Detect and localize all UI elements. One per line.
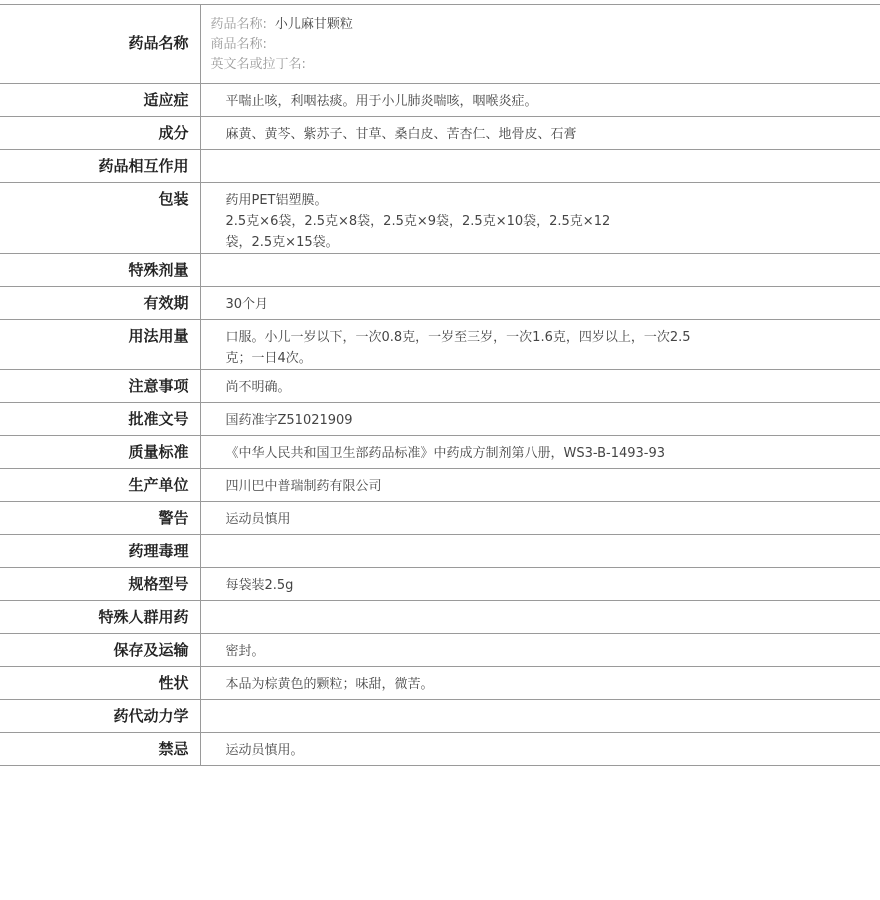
value-line: 每袋装2.5g bbox=[225, 578, 294, 593]
product-name-cell bbox=[200, 5, 880, 84]
row-label: 保存及运输 bbox=[0, 634, 200, 667]
row-value bbox=[200, 117, 880, 150]
value-line: 麻黄、黄芩、紫苏子、甘草、桑白皮、苦杏仁、地骨皮、石膏 bbox=[225, 127, 577, 142]
row-label: 药品名称 bbox=[0, 5, 200, 84]
table-row bbox=[0, 601, 880, 634]
row-value bbox=[200, 183, 880, 254]
value-line: 平喘止咳，利咽祛痰。用于小儿肺炎喘咳，咽喉炎症。 bbox=[225, 94, 538, 109]
table-row bbox=[0, 84, 880, 117]
row-value bbox=[200, 469, 880, 502]
table-row bbox=[0, 254, 880, 287]
row-label: 特殊人群用药 bbox=[0, 601, 200, 634]
drug-name-line bbox=[211, 15, 869, 35]
table-row bbox=[0, 117, 880, 150]
row-label: 质量标准 bbox=[0, 436, 200, 469]
value-line: 袋，2.5克×15袋。 bbox=[225, 235, 339, 250]
value-line: 克；一日4次。 bbox=[225, 351, 312, 366]
row-label: 用法用量 bbox=[0, 320, 200, 370]
table-row bbox=[0, 287, 880, 320]
table-row bbox=[0, 370, 880, 403]
row-label: 药理毒理 bbox=[0, 535, 200, 568]
row-value bbox=[200, 436, 880, 469]
row-label: 性状 bbox=[0, 667, 200, 700]
row-label: 特殊剂量 bbox=[0, 254, 200, 287]
value-line: 国药准字Z51021909 bbox=[225, 413, 353, 428]
value-line: 运动员慎用。 bbox=[225, 743, 304, 758]
table-row bbox=[0, 733, 880, 766]
row-value bbox=[200, 502, 880, 535]
row-label: 成分 bbox=[0, 117, 200, 150]
row-label: 禁忌 bbox=[0, 733, 200, 766]
table-row bbox=[0, 150, 880, 183]
table-row bbox=[0, 568, 880, 601]
row-label: 适应症 bbox=[0, 84, 200, 117]
row-value bbox=[200, 254, 880, 287]
row-value bbox=[200, 634, 880, 667]
table-row bbox=[0, 183, 880, 254]
table-row-product-name bbox=[0, 5, 880, 84]
row-value bbox=[200, 733, 880, 766]
row-label: 批准文号 bbox=[0, 403, 200, 436]
row-label: 规格型号 bbox=[0, 568, 200, 601]
table-row bbox=[0, 700, 880, 733]
row-value bbox=[200, 403, 880, 436]
row-value bbox=[200, 601, 880, 634]
table-row bbox=[0, 436, 880, 469]
row-label: 包装 bbox=[0, 183, 200, 254]
table-row bbox=[0, 502, 880, 535]
drug-name-label: 药品名称: bbox=[210, 17, 267, 32]
value-line: 尚不明确。 bbox=[225, 380, 291, 395]
row-value bbox=[200, 667, 880, 700]
table-row bbox=[0, 403, 880, 436]
drug-spec-table-body bbox=[0, 5, 880, 766]
value-line: 密封。 bbox=[225, 644, 265, 659]
trade-name-label: 商品名称: bbox=[210, 37, 267, 52]
row-value bbox=[200, 700, 880, 733]
row-value bbox=[200, 150, 880, 183]
row-label: 警告 bbox=[0, 502, 200, 535]
table-row bbox=[0, 535, 880, 568]
value-line: 四川巴中普瑞制药有限公司 bbox=[225, 479, 382, 494]
value-line: 运动员慎用 bbox=[225, 512, 291, 527]
row-label: 药品相互作用 bbox=[0, 150, 200, 183]
row-label: 生产单位 bbox=[0, 469, 200, 502]
row-value bbox=[200, 287, 880, 320]
row-label: 注意事项 bbox=[0, 370, 200, 403]
row-value bbox=[200, 84, 880, 117]
value-line: 30个月 bbox=[225, 297, 269, 312]
row-value bbox=[200, 320, 880, 370]
value-line: 《中华人民共和国卫生部药品标准》中药成方制剂第八册，WS3-B-1493-93 bbox=[225, 446, 666, 461]
value-line: 2.5克×6袋，2.5克×8袋，2.5克×9袋，2.5克×10袋，2.5克×12 bbox=[225, 214, 611, 229]
row-label: 有效期 bbox=[0, 287, 200, 320]
row-value bbox=[200, 370, 880, 403]
table-row bbox=[0, 634, 880, 667]
english-name-label: 英文名或拉丁名: bbox=[210, 57, 306, 72]
value-line: 口服。小儿一岁以下，一次0.8克，一岁至三岁，一次1.6克，四岁以上，一次2.5 bbox=[225, 330, 691, 345]
value-line: 药用PET铝塑膜。 bbox=[225, 193, 328, 208]
row-value bbox=[200, 568, 880, 601]
table-row bbox=[0, 469, 880, 502]
drug-spec-table bbox=[0, 4, 880, 766]
row-label: 药代动力学 bbox=[0, 700, 200, 733]
table-row bbox=[0, 667, 880, 700]
drug-name-value: 小儿麻甘颗粒 bbox=[274, 17, 353, 32]
value-line: 本品为棕黄色的颗粒；味甜，微苦。 bbox=[225, 677, 434, 692]
row-value bbox=[200, 535, 880, 568]
table-row bbox=[0, 320, 880, 370]
